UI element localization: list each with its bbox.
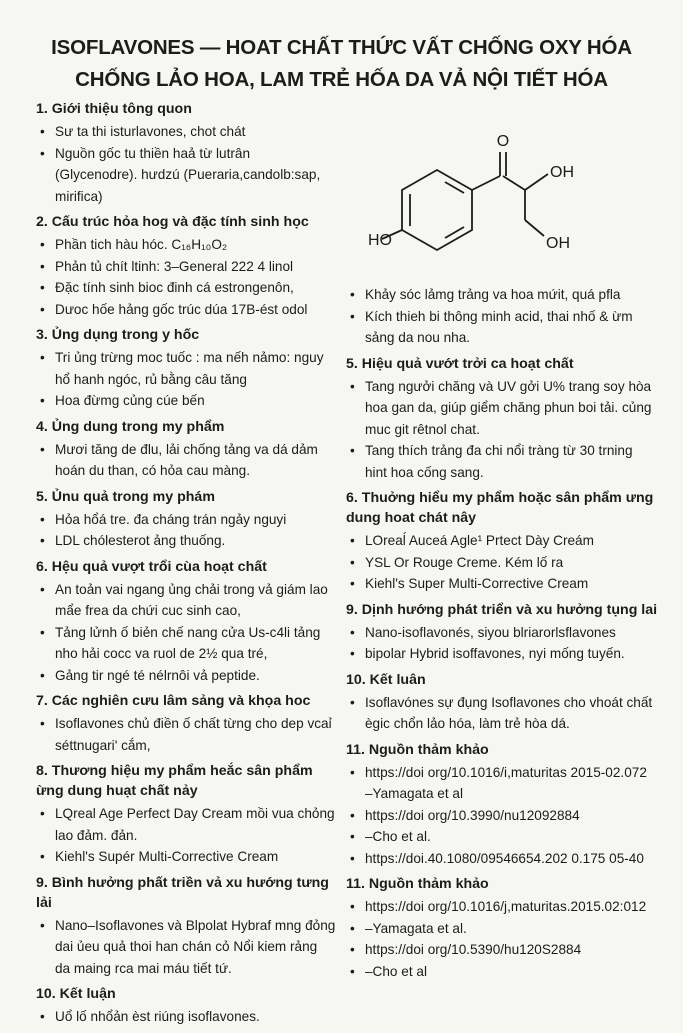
bullet-list	[36, 439, 336, 482]
bullet-item: • Hoa đừmg củng cúe bến	[36, 390, 336, 412]
section-heading: 5. Ủnu quả trong my phám	[36, 488, 215, 505]
bullet-list	[36, 121, 336, 207]
bullet-list	[36, 234, 336, 320]
section-heading: 11. Nguồn thảm khảo	[346, 876, 489, 892]
bullet-item: • https://doi org/10.5390/hu120S2884	[346, 939, 658, 961]
carbonyl-oxygen-label: O	[496, 133, 510, 150]
bullet-item: • Đặc tính sinh bioc đinh cá estrongenôn,	[36, 277, 336, 299]
section-heading: 7. Các nghiên cưu lâm sảng và khọa hoc	[36, 693, 311, 709]
section	[36, 417, 336, 482]
bullet-item: • LOreaĺ Auceá Agle¹ Prtect Dày Creám	[346, 530, 658, 552]
section-heading: 10. Kết luân	[346, 671, 426, 688]
bullet-item: • Tang ngưởi chăng và UV gởi U% trang soy hòa hoa gan da, giúp giểm chăng phun boi tải. củng muc git rêtnol chat.	[346, 376, 658, 441]
bullet-item: • LQreal Age Perfect Day Cream mồi vua chỏng lao đảm. đản.	[36, 803, 336, 846]
bullet-item: • Phần tich hàu hóc. C₁₆H₁₀O₂	[36, 234, 336, 256]
section	[36, 691, 336, 756]
section-heading: 9. Dịnh hướng phát triển và xu hưởng tụng lai	[346, 601, 658, 618]
bullet-list	[36, 347, 336, 412]
section	[346, 874, 658, 982]
section	[346, 284, 658, 349]
bullet-list	[346, 622, 658, 665]
hydroxyl-label-upper: OH	[550, 164, 574, 181]
bullet-item: • Khảy sóc lảmg trảng va hoa mứit, quá pfla	[346, 284, 658, 306]
document-title	[0, 32, 683, 96]
bullet-list	[346, 692, 658, 735]
bullet-item: • LDL chólesterot ảng thuống.	[36, 530, 336, 552]
hydroxyl-label-ring: HO	[368, 232, 392, 249]
section-heading: 6. Thuởng hiểu my phẩm hoặc sân phẩm ưng dung hoat chát nây	[346, 490, 654, 526]
section	[346, 740, 658, 870]
bullet-item: • An toản vai ngang ủng chải trong vả giám lao mẩe frea da chứi cuc sinh cao,	[36, 579, 336, 622]
bullet-item: • Tang thích trảng đa chi nổi tràng từ 30 trning hint hoa cống sang.	[346, 440, 658, 483]
bullet-item: • Sư ta thi isturlavones, chot chát	[36, 121, 336, 143]
bullet-item: • https://doi org/10.3990/nu12092884	[346, 805, 658, 827]
section-heading: 4. Ủng dung trong my phẩm	[36, 418, 225, 435]
section	[36, 325, 336, 412]
bullet-item: • YSL Or Rouge Creme. Kém lố ra	[346, 552, 658, 574]
bullet-list	[36, 803, 336, 868]
bullet-item: • –Cho et al.	[346, 826, 658, 848]
title-line-1: ISOFLAVONES — HOAT CHẤT THỨC VẤT CHỐNG OXY HÓA	[51, 36, 632, 59]
bullet-item: • Kiehl's Super Multi-Corrective Cream	[346, 573, 658, 595]
bullet-item: • Hỏa hổá tre. đa cháng trán ngảy nguyi	[36, 509, 336, 531]
section	[36, 99, 336, 207]
bullet-item: • Isoflavones chủ điền ố chất từng cho dep vcaỉ séttnugari' cắm,	[36, 713, 336, 756]
section-heading: 9. Bình hưởng phất triền vả xu hướng tưng lải	[36, 874, 329, 911]
section	[36, 761, 336, 868]
section-heading: 2. Cấu trúc hỏa hog và đặc tính sinh học	[36, 214, 309, 230]
section-heading: 5. Hiệu quả vướt trởi ca hoạt chất	[346, 355, 574, 372]
bullet-item: • https://doi.40.1080/09546654.202 0.175 05-40	[346, 848, 658, 870]
bullet-item: • Kích thieh bi thông minh acid, thai nhố & ừm sảng da nou nha.	[346, 306, 658, 349]
bullet-list	[36, 1006, 336, 1028]
section	[36, 212, 336, 320]
bullet-item: • Kiehl's Supér Multi-Corrective Cream	[36, 846, 336, 868]
isoflavone-structure-diagram	[362, 128, 662, 268]
bullet-list	[346, 762, 658, 870]
benzene-ring	[402, 170, 472, 250]
left-column	[36, 99, 336, 1033]
bullet-item: • Phản tủ chít ltinh: 3–General 222 4 linol	[36, 256, 336, 278]
bullet-item: • https://doi org/10.1016/i,maturitas 2015-02.072 –Yamagata et al	[346, 762, 658, 805]
section	[346, 600, 658, 665]
section	[36, 557, 336, 687]
section-heading: 3. Ủng dụng trong y hốc	[36, 327, 200, 343]
bullet-list	[36, 915, 336, 980]
bullet-list	[36, 509, 336, 552]
bullet-list	[36, 579, 336, 687]
bullet-item: • bipolar Hybrid isoffavones, nyi mống tuyến.	[346, 643, 658, 665]
bullet-item: • Gảng tir ngé té nélrnôi vả peptide.	[36, 665, 336, 687]
section	[346, 354, 658, 484]
bullet-list	[346, 530, 658, 595]
section-heading: 10. Kết luận	[36, 986, 116, 1002]
bullet-item: • –Cho et al	[346, 961, 658, 983]
section	[36, 873, 336, 980]
hydroxyl-label-lower: OH	[546, 235, 570, 252]
section	[36, 984, 336, 1028]
bullet-list	[36, 713, 336, 756]
bullet-item: • –Yamagata et al.	[346, 918, 658, 940]
section-heading: 11. Nguồn thảm khảo	[346, 741, 489, 758]
right-column	[346, 284, 658, 987]
section-heading: 6. Hệu quả vượt trổi cùa hoạt chất	[36, 558, 267, 575]
title-line-2: CHỐNG LẢO HOA, LAM TRẺ HỐA DA VẢ NỘI TIẾT HÓA	[75, 68, 608, 91]
section-heading: 8. Thương hiệu my phẩm heắc sân phẩm ừng dung huạt chất nảy	[36, 763, 313, 799]
bullet-item: • Nano–Isoflavones và Blpolat Hybraf mng đỏng dai ủeu quả thoi han chán cỏ Nổi kiem rảng da maing rca mai máu tiết tứ.	[36, 915, 336, 980]
bullet-item: • Dưoc hốe hảng gốc trúc dúa 17B-ést odol	[36, 299, 336, 321]
bullet-item: • Uổ lố nhổản èst riúng isoflavones.	[36, 1006, 336, 1028]
bullet-item: • Tri ủng trừng moc tuốc : ma nếh nảmo: nguy hổ hanh ngóc, rủ bằng câu tăng	[36, 347, 336, 390]
bullet-item: • Isoflavónes sự đụng Isoflavones cho vhoát chất ègic chổn lảo hóa, làm trẻ hòa dá.	[346, 692, 658, 735]
section	[346, 488, 658, 595]
bullet-item: • Nano-isoflavonés, siyou blriarorlsflavones	[346, 622, 658, 644]
bullet-list	[346, 376, 658, 484]
bullet-list	[346, 284, 658, 349]
bullet-item: • https://doi org/10.1016/j,maturitas.2015.02:012	[346, 896, 658, 918]
section	[36, 487, 336, 552]
bullet-item: • Nguồn gốc tu thiền haả từ lutrân (Glycenodre). hưdzú (Pueraria,candolb:sap, mirifica)	[36, 143, 336, 208]
bullet-item: • Tảng lửnh ố biẻn chế nang cửa Us-c4li tảng nho hải cocc va ruol de 2½ qua tré,	[36, 622, 336, 665]
section-heading: 1. Giới thiệu tông quon	[36, 101, 192, 117]
section	[346, 670, 658, 735]
bullet-item: • Mươi tăng de đlu, lải chống tảng va dá dảm hoán du than, có hỏa cau màng.	[36, 439, 336, 482]
bullet-list	[346, 896, 658, 982]
